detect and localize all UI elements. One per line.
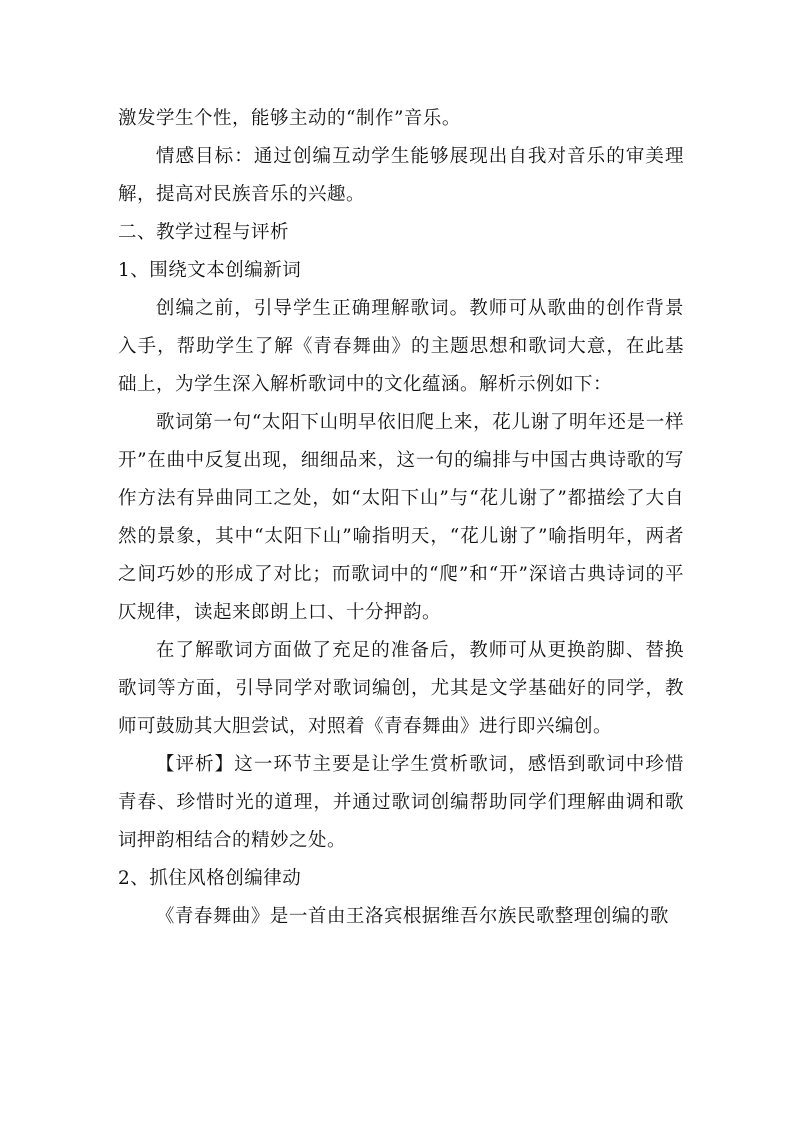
paragraph-lyrics-analysis: 歌词第一句“太阳下山明早依旧爬上来，花儿谢了明年还是一样开”在曲中反复出现，细细品来，这一句的编排与中国古典诗歌的写作方法有异曲同工之处，如“太阳下山”与“花儿谢了”都描绘了大自然的景象，其中“太阳下山”喻指明天，“花儿谢了”喻指明年，两者之间巧妙的形成了对比；而歌词中的“爬”和“开”深谙古典诗词的平仄规律，读起来郎朗上口、十分押韵。 bbox=[118, 412, 684, 623]
paragraph-rhythm-intro: 《青春舞曲》是一首由王洛宾根据维吾尔族民歌整理创编的歌 bbox=[155, 906, 669, 927]
paragraph-lyrics-evaluation: 【评析】这一环节主要是让学生赏析歌词，感悟到歌词中珍惜青春、珍惜时光的道理，并通过歌词创编帮助同学们理解曲调和歌词押韵相结合的精妙之处。 bbox=[118, 754, 684, 851]
subsection-heading-lyrics: 1、围绕文本创编新词 bbox=[118, 260, 302, 281]
paragraph-lyrics-intro: 创编之前，引导学生正确理解歌词。教师可从歌曲的创作背景入手，帮助学生了解《青春舞曲》的主题思想和歌词大意，在此基础上，为学生深入解析歌词中的文化蕴涵。解析示例如下： bbox=[118, 298, 684, 395]
paragraph-goal-continuation: 激发学生个性，能够主动的“制作”音乐。 bbox=[118, 108, 461, 129]
paragraph-emotion-goal: 情感目标：通过创编互动学生能够展现出自我对音乐的审美理解，提高对民族音乐的兴趣。 bbox=[118, 146, 684, 205]
document-body bbox=[118, 100, 684, 936]
subsection-heading-rhythm: 2、抓住风格创编律动 bbox=[118, 868, 302, 889]
section-heading-teaching-process: 二、教学过程与评析 bbox=[118, 222, 290, 243]
paragraph-lyrics-creation: 在了解歌词方面做了充足的准备后，教师可从更换韵脚、替换歌词等方面，引导同学对歌词编创，尤其是文学基础好的同学，教师可鼓励其大胆尝试，对照着《青春舞曲》进行即兴编创。 bbox=[118, 640, 684, 737]
